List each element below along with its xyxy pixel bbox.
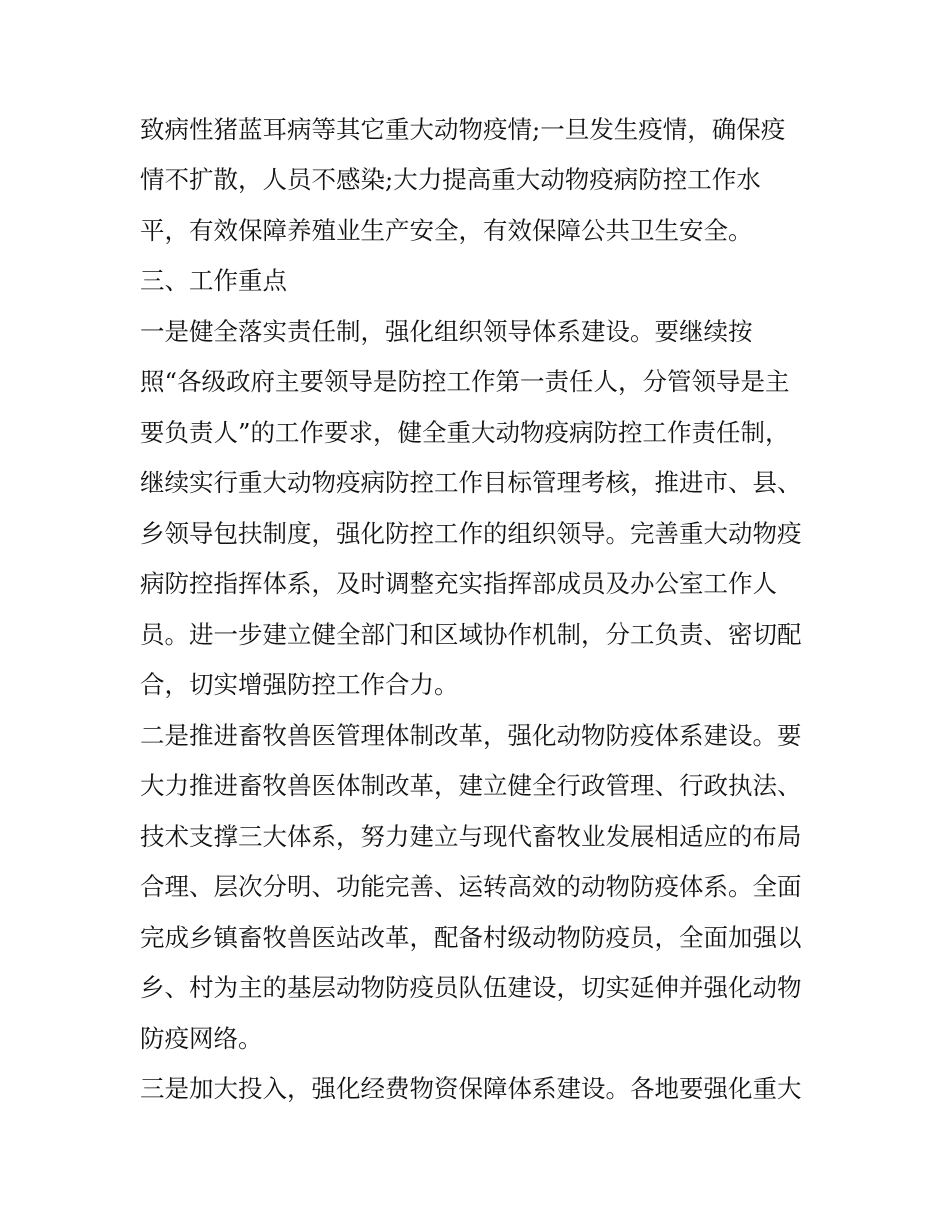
body-text-line: 情不扩散，人员不感染;大力提高重大动物疫病防控工作水: [140, 165, 761, 194]
body-text-line: 防疫网络。: [140, 1024, 263, 1053]
body-text-line: 乡领导包扶制度，强化防控工作的组织领导。完善重大动物疫: [140, 519, 802, 548]
body-text-line: 病防控指挥体系，及时调整充实指挥部成员及办公室工作人: [140, 569, 777, 598]
body-text-line: 合理、层次分明、功能完善、运转高效的动物防疫体系。全面: [140, 872, 802, 901]
body-text-line: 乡、村为主的基层动物防疫员队伍建设，切实延伸并强化动物: [140, 973, 802, 1002]
body-text-line: 大力推进畜牧兽医体制改革，建立健全行政管理、行政执法、: [140, 771, 802, 800]
body-text-line: 员。进一步建立健全部门和区域协作机制，分工负责、密切配: [140, 620, 802, 649]
body-text-line: 三是加大投入，强化经费物资保障体系建设。各地要强化重大: [140, 1074, 802, 1103]
section-heading: 三、工作重点: [140, 266, 287, 295]
body-text-line: 平，有效保障养殖业生产安全，有效保障公共卫生安全。: [140, 216, 753, 245]
body-text-line: 合，切实增强防控工作合力。: [140, 670, 459, 699]
body-text-line: 二是推进畜牧兽医管理体制改革，强化动物防疫体系建设。要: [140, 721, 802, 750]
body-text-line: 继续实行重大动物疫病防控工作目标管理考核，推进市、县、: [140, 468, 802, 497]
body-text-line: 完成乡镇畜牧兽医站改革，配备村级动物防疫员，全面加强以: [140, 923, 802, 952]
body-text-line: 致病性猪蓝耳病等其它重大动物疫情;一旦发生疫情，确保疫: [140, 115, 786, 144]
body-text-line: 技术支撑三大体系，努力建立与现代畜牧业发展相适应的布局: [140, 822, 802, 851]
body-text-line: 要负责人”的工作要求，健全重大动物疫病防控工作责任制，: [140, 418, 790, 447]
body-text-line: 照“各级政府主要领导是防控工作第一责任人，分管领导是主: [140, 367, 790, 396]
body-text-line: 一是健全落实责任制，强化组织领导体系建设。要继续按: [140, 317, 753, 346]
